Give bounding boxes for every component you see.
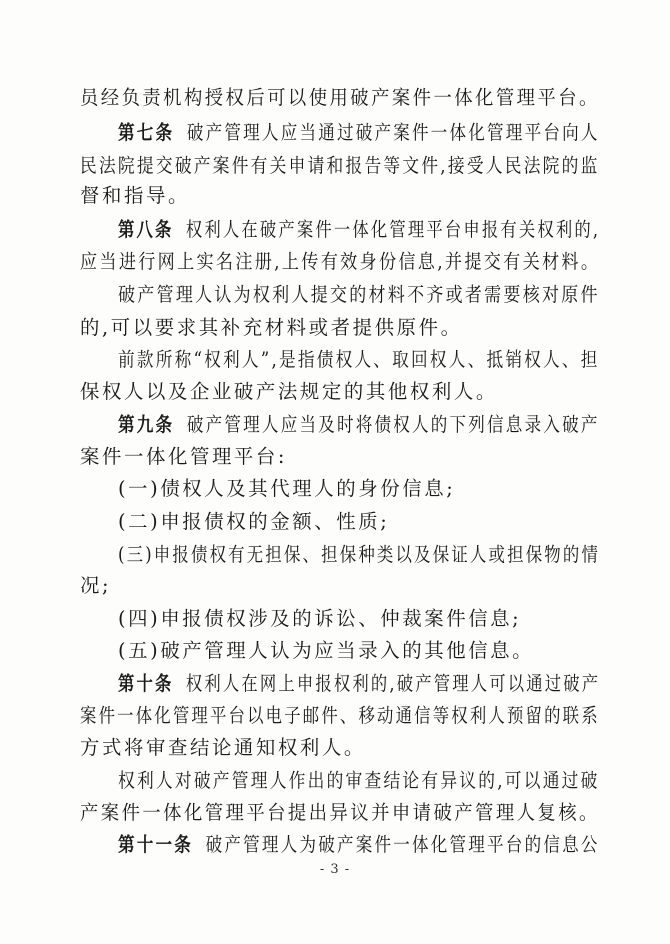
text-line <box>80 316 463 340</box>
text-line <box>118 769 600 793</box>
line-text: 民法院提交破产案件有关申请和报告等文件,接受人民法院的监 <box>80 154 600 177</box>
article-label: 第八条 <box>118 218 174 241</box>
list-item <box>118 607 521 631</box>
text-line <box>80 801 600 825</box>
article-heading-line <box>118 218 600 242</box>
list-item <box>118 510 389 534</box>
line-text: 督和指导。 <box>80 184 190 207</box>
line-text: (五)破产管理人认为应当录入的其他信息。 <box>118 639 535 662</box>
text-line <box>80 380 498 404</box>
article-heading-line <box>118 833 600 857</box>
line-text: 保权人以及企业破产法规定的其他权利人。 <box>80 380 498 403</box>
article-label: 第十一条 <box>118 833 194 856</box>
text-line <box>80 154 600 178</box>
text-line <box>118 283 600 307</box>
line-text: 权利人在网上申报权利的,破产管理人可以通过破产 <box>185 672 601 695</box>
line-text: 员经负责机构授权后可以使用破产案件一体化管理平台。 <box>80 86 600 109</box>
page-number: - 3 - <box>319 862 351 877</box>
text-line <box>118 348 600 372</box>
text-line <box>80 574 111 598</box>
line-text: (四)申报债权涉及的诉讼、仲裁案件信息; <box>118 607 522 630</box>
line-text: 破产管理人为破产案件一体化管理平台的信息公 <box>205 833 600 856</box>
list-item <box>118 639 534 663</box>
line-text: (三)申报债权有无担保、担保种类以及保证人或担保物的情 <box>118 543 601 566</box>
line-text: 的,可以要求其补充材料或者提供原件。 <box>80 316 463 339</box>
list-item <box>118 543 600 567</box>
article-heading-line <box>118 121 600 145</box>
article-label: 第九条 <box>118 413 175 436</box>
article-heading-line <box>118 413 600 437</box>
line-text: 案件一体化管理平台: <box>80 445 288 468</box>
line-text: 破产管理人应当通过破产案件一体化管理平台向人 <box>186 121 600 144</box>
text-line <box>80 736 366 760</box>
line-text: 破产管理人应当及时将债权人的下列信息录入破产 <box>186 413 600 436</box>
line-text: 况; <box>80 574 112 597</box>
text-line <box>80 704 600 728</box>
list-item <box>118 477 455 501</box>
line-text: 方式将审查结论通知权利人。 <box>80 736 366 759</box>
text-line <box>80 184 190 208</box>
line-text: 案件一体化管理平台以电子邮件、移动通信等权利人预留的联系 <box>80 704 600 727</box>
text-line <box>80 445 287 469</box>
article-heading-line <box>118 672 600 696</box>
line-text: (一)债权人及其代理人的身份信息; <box>118 477 456 500</box>
line-text: 权利人在破产案件一体化管理平台申报有关权利的, <box>185 218 601 241</box>
text-line <box>80 86 600 110</box>
text-line <box>80 250 600 274</box>
article-label: 第七条 <box>118 121 175 144</box>
line-text: 破产管理人认为权利人提交的材料不齐或者需要核对原件 <box>118 283 600 306</box>
line-text: 前款所称“权利人”,是指债权人、取回权人、抵销权人、担 <box>118 348 600 371</box>
line-text: 产案件一体化管理平台提出异议并申请破产管理人复核。 <box>80 801 600 824</box>
line-text: (二)申报债权的金额、性质; <box>118 510 390 533</box>
article-label: 第十条 <box>118 672 174 695</box>
line-text: 权利人对破产管理人作出的审查结论有异议的,可以通过破 <box>118 769 600 792</box>
line-text: 应当进行网上实名注册,上传有效身份信息,并提交有关材料。 <box>80 250 601 273</box>
